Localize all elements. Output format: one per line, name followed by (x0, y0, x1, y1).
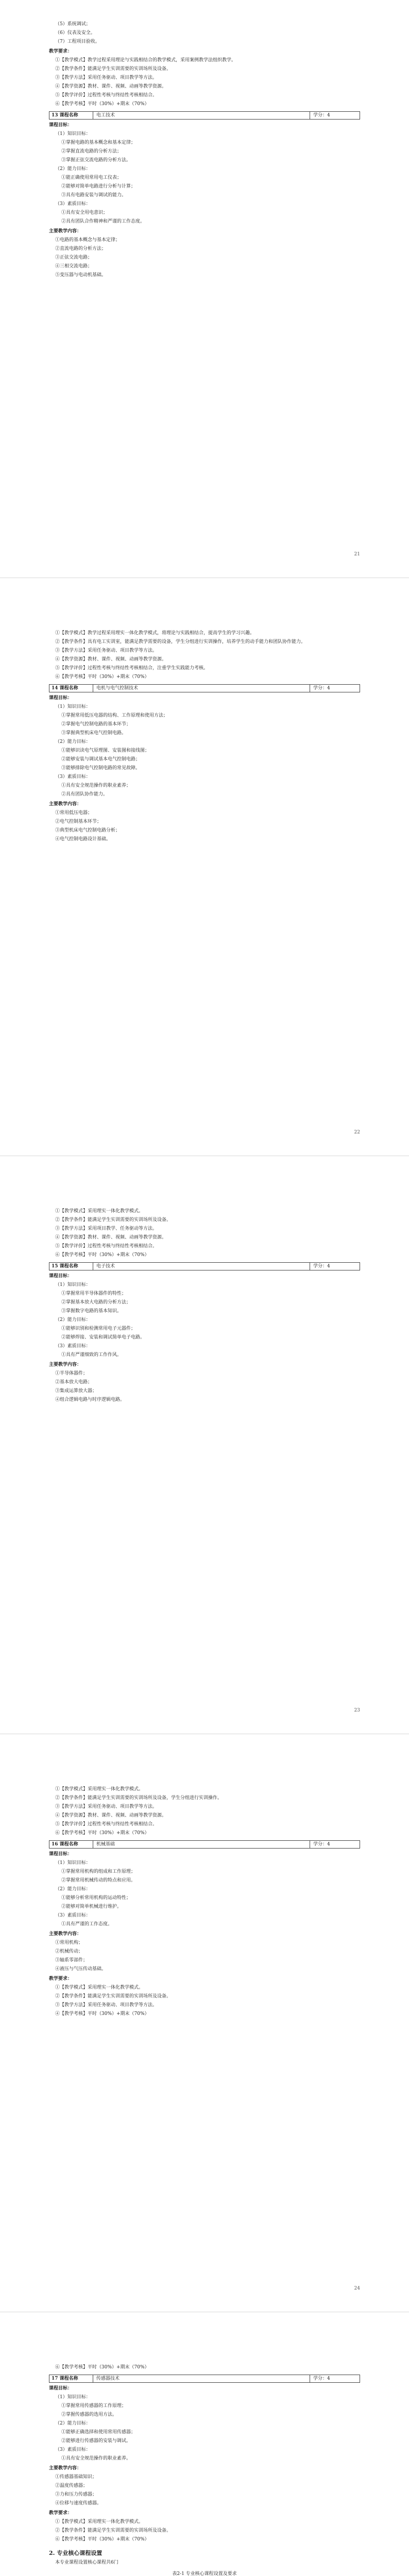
subheading: 课程目标： (49, 696, 73, 701)
text-line: （1）知识目标： (55, 704, 91, 709)
text-line: （6）仪表及安全。 (55, 30, 95, 36)
text-line: ③【教学方法】采用任务驱动、项目教学等方法。 (55, 75, 158, 80)
text-line: （1）知识目标： (55, 1282, 91, 1287)
text-line: ③掌握正弦交流电路的分析方法。 (61, 158, 131, 163)
text-line: ①能够识读电气原理图、安装图和接线图； (61, 748, 150, 753)
subheading: 主要教学内容： (49, 1931, 82, 1937)
text-line: ①【教学模式】教学过程采用理实一体化教学模式，将理论与实践相结合，提高学生的学习兴趣。 (55, 631, 255, 636)
text-line: ③轴系零部件； (55, 1958, 88, 1963)
text-line: ④位移与速度传感器。 (55, 2501, 102, 2506)
text-line: ②电气控制基本环节； (55, 819, 102, 824)
text-line: ④【教学资源】教材、课件、视频、动画等教学资源。 (55, 1813, 167, 1818)
text-line: ⑥【教学考核】平时（30%）+期末（70%） (55, 1252, 149, 1258)
text-line: （1）知识目标： (55, 1860, 91, 1866)
text-line: ①具有安全用电意识； (61, 210, 108, 215)
text-line: ①常用机构； (55, 1940, 83, 1945)
text-line: ①半导体器件； (55, 1371, 88, 1376)
course-name: 电机与电气控制技术 (96, 686, 139, 691)
course-credit: 学分：4 (310, 685, 360, 692)
text-line: ③能够排除电气控制电路的常见故障。 (61, 766, 141, 771)
text-line: ③掌握数字电路的基本知识。 (61, 1309, 122, 1314)
text-line: ②【教学条件】具有电工实训室，能满足教学需要的设备，学生分组进行实训操作，培养学生的动手能力和团队协作能力。 (55, 639, 306, 645)
text-line: ⑤变压器与电动机基础。 (55, 273, 107, 278)
course-header (49, 684, 360, 692)
text-line: ④【教学资源】教材、课件、视频、动画等教学资源。 (55, 84, 167, 89)
text-line: ②【教学条件】能满足学生实训需要的实训场所及设备。 (55, 2528, 172, 2533)
text-line: ①掌握常用低压电器的结构、工作原理和使用方法； (61, 713, 168, 718)
text-line: ①掌握电路的基本概念和基本定律； (61, 140, 136, 145)
subheading: 课程目标： (49, 2386, 73, 2391)
text-line: ②【教学条件】能满足学生实训需要的实训场所及设备。 (55, 1217, 172, 1223)
text-line: ②机械传动； (55, 1949, 83, 1954)
text-line: ②具有团队合作精神和严谨的工作态度。 (61, 219, 145, 224)
subheading: 教学要求： (49, 49, 73, 54)
text-line: ②掌握电气控制电路的基本环节； (61, 722, 131, 727)
text-line: ③具有电路安装与调试的能力。 (61, 193, 127, 198)
text-line: ①电路的基本概念与基本定律； (55, 238, 121, 243)
text-line: ①能正确使用常用电工仪表； (61, 175, 122, 180)
text-line: （2）能力目标： (55, 166, 91, 172)
course-header (49, 2375, 360, 2383)
text-line: ①【教学模式】教学过程采用理论与实践相结合的教学模式，采用案例教学法组织教学。 (55, 58, 236, 63)
course-name: 机械基础 (96, 1842, 115, 1847)
text-line: （5）系统调试； (55, 22, 91, 27)
text-line: ⑥【教学考核】平时（30%）+期末（70%） (55, 1831, 149, 1836)
page-number: 21 (354, 552, 360, 557)
text-line: （2）能力目标： (55, 1317, 91, 1323)
text-line: ①【教学模式】采用理实一体化教学模式。 (55, 1787, 144, 1792)
subheading: 主要教学内容： (49, 1362, 82, 1367)
text-line: ③【教学方法】采用任务驱动、项目教学等方法。 (55, 1804, 158, 1809)
course-header (49, 1840, 360, 1849)
course-header (49, 1262, 360, 1270)
course-number-label: 17 课程名称 (49, 2375, 93, 2382)
text-line: ⑤【教学评价】过程性考核与终结性考核相结合。 (55, 93, 158, 98)
text-line: （7）工程项目验收。 (55, 39, 100, 44)
course-name: 电工技术 (96, 113, 115, 118)
text-line: （2）能力目标： (55, 1887, 91, 1892)
text-line: ③集成运算放大器； (55, 1388, 97, 1394)
text-line: （2）能力目标： (55, 739, 91, 744)
text-line: （3）素质目标： (55, 2447, 91, 2452)
page-number: 23 (354, 1708, 360, 1713)
text-line: ①具有安全规范操作的职业素养； (61, 783, 131, 788)
subheading: 主要教学内容： (49, 2466, 82, 2471)
course-name: 传感器技术 (96, 2376, 120, 2381)
text-line: ②温度传感器； (55, 2483, 88, 2488)
text-line: （3）素质目标： (55, 1913, 91, 1918)
text-line: ①【教学模式】采用理实一体化教学模式。 (55, 1985, 144, 1990)
page (0, 1734, 409, 2312)
text-line: ⑥【教学考核】平时（30%）+期末（70%） (55, 674, 149, 680)
text-line: ⑥【教学考核】平时（30%）+期末（70%） (55, 2537, 149, 2542)
text-line: ①能够分析常用机构的运动特性； (61, 1895, 131, 1901)
text-line: 本专业课程设置核心课程共6门 (55, 2560, 118, 2565)
text-line: ②【教学条件】能满足学生实训需要的实训场所及设备，学生分组进行实训操作。 (55, 1795, 223, 1801)
text-line: （1）知识目标： (55, 131, 91, 137)
text-line: ③【教学方法】采用项目教学、任务驱动等方法。 (55, 1226, 158, 1231)
subheading: 教学要求： (49, 1976, 73, 1981)
text-line: ④三相交流电路； (55, 264, 93, 269)
text-line: ④【教学考核】平时（30%）+期末（70%） (55, 2011, 149, 2016)
text-line: ②掌握基本放大电路的分析方法； (61, 1300, 131, 1305)
course-number-label: 13 课程名称 (49, 112, 93, 119)
text-line: ①能够正确选择和使用常用传感器； (61, 2430, 136, 2435)
text-line: ③【教学方法】采用任务驱动、项目教学等方法。 (55, 648, 158, 653)
text-line: ①掌握常用半导体器件的特性； (61, 1291, 127, 1296)
text-line: ②掌握直流电路的分析方法； (61, 149, 122, 154)
text-line: ①掌握常用机构的组成和工作原理； (61, 1869, 136, 1874)
subheading: 主要教学内容： (49, 802, 82, 807)
text-line: ②掌握传感器的选用方法。 (61, 2412, 117, 2417)
text-line: ⑥【教学考核】平时（30%）+期末（70%） (55, 2365, 149, 2370)
text-line: （3）素质目标： (55, 201, 91, 207)
text-line: ③力和压力传感器； (55, 2492, 97, 2497)
course-number-label: 14 课程名称 (49, 685, 93, 692)
text-line: ①能够识别和检测常用电子元器件； (61, 1326, 136, 1331)
text-line: ③正弦交流电路； (55, 255, 93, 260)
text-line: ①掌握常用传感器的工作原理； (61, 2403, 127, 2409)
text-line: ④组合逻辑电路与时序逻辑电路。 (55, 1397, 125, 1402)
text-line: ①常用低压电器； (55, 810, 93, 816)
subheading: 教学要求： (49, 2511, 73, 2516)
course-credit: 学分：4 (310, 2375, 360, 2382)
text-line: （1）知识目标： (55, 2395, 91, 2400)
text-line: ④【教学资源】教材、课件、视频、动画等教学资源。 (55, 1235, 167, 1240)
page-content (49, 630, 360, 844)
text-line: ①【教学模式】采用理实一体化教学模式。 (55, 2519, 144, 2524)
table-caption: 表2-1 专业核心课程设置及要求 (172, 2571, 237, 2576)
text-line: （3）素质目标： (55, 774, 91, 779)
text-line: ②能够对简单机械进行维护。 (61, 1904, 122, 1909)
page-number: 22 (354, 1130, 360, 1135)
text-line: ③典型机床电气控制电路分析； (55, 828, 121, 833)
course-credit: 学分：4 (310, 1841, 360, 1848)
text-line: （2）能力目标： (55, 2421, 91, 2426)
subheading: 课程目标： (49, 1274, 73, 1279)
text-line: ⑤【教学评价】过程性考核与终结性考核相结合。 (55, 1244, 158, 1249)
text-line: ④电气控制电路设计基础。 (55, 837, 111, 842)
page-content (49, 2364, 360, 2576)
text-line: ③【教学方法】采用任务驱动、项目教学等方法。 (55, 2003, 158, 2008)
course-credit: 学分：4 (310, 112, 360, 119)
course-number-label: 15 课程名称 (49, 1263, 93, 1270)
page (0, 578, 409, 1156)
text-line: ②【教学条件】能满足学生实训需要的实训场所及设备。 (55, 66, 172, 72)
subheading: 课程目标： (49, 1852, 73, 1857)
page (0, 2312, 409, 2576)
text-line: ①具有严谨细致的工作作风。 (61, 1352, 122, 1358)
page (0, 0, 409, 578)
text-line: ④【教学资源】教材、课件、视频、动画等教学资源。 (55, 657, 167, 662)
text-line: ①具有严谨的工作态度。 (61, 1922, 113, 1927)
course-name: 电子技术 (96, 1264, 115, 1269)
text-line: （3）素质目标： (55, 1344, 91, 1349)
subheading: 主要教学内容： (49, 229, 82, 234)
text-line: ②具有团队协作能力。 (61, 792, 108, 797)
page (0, 1156, 409, 1734)
text-line: ④液压与气压传动基础。 (55, 1967, 107, 1972)
text-line: ①传感器基础知识； (55, 2475, 97, 2480)
text-line: ③掌握典型机床电气控制电路。 (61, 731, 127, 736)
text-line: ②直流电路的分析方法； (55, 246, 107, 251)
course-credit: 学分：4 (310, 1263, 360, 1270)
text-line: ⑤【教学评价】过程性考核与终结性考核相结合，注重学生实践能力考核。 (55, 666, 209, 671)
text-line: ②能够进行传感器的安装与调试。 (61, 2438, 131, 2444)
page-content (49, 21, 360, 280)
page-content (49, 1208, 360, 1405)
text-line: ②【教学条件】能满足学生实训需要的实训场所及设备。 (55, 1994, 172, 1999)
text-line: ①具有安全规范操作的职业素养。 (61, 2456, 131, 2461)
text-line: ①【教学模式】采用理实一体化教学模式。 (55, 1209, 144, 1214)
text-line: ②掌握常用机械传动的特点和应用。 (61, 1878, 136, 1883)
section-title: 2. 专业核心课程设置 (49, 2550, 103, 2556)
course-number-label: 16 课程名称 (49, 1841, 93, 1848)
text-line: ②基本放大电路； (55, 1380, 93, 1385)
page-number: 24 (354, 2286, 360, 2291)
page-content (49, 1786, 360, 2019)
text-line: ②能够焊接、安装和调试简单电子电路。 (61, 1335, 145, 1340)
text-line: ②能够对简单电路进行分析与计算； (61, 184, 136, 189)
subheading: 课程目标： (49, 123, 73, 128)
text-line: ⑥【教学考核】平时（30%）+期末（70%） (55, 101, 149, 107)
text-line: ②能够安装与调试基本电气控制电路； (61, 757, 141, 762)
course-header (49, 111, 360, 120)
text-line: ⑤【教学评价】过程性考核与终结性考核相结合。 (55, 1822, 158, 1827)
